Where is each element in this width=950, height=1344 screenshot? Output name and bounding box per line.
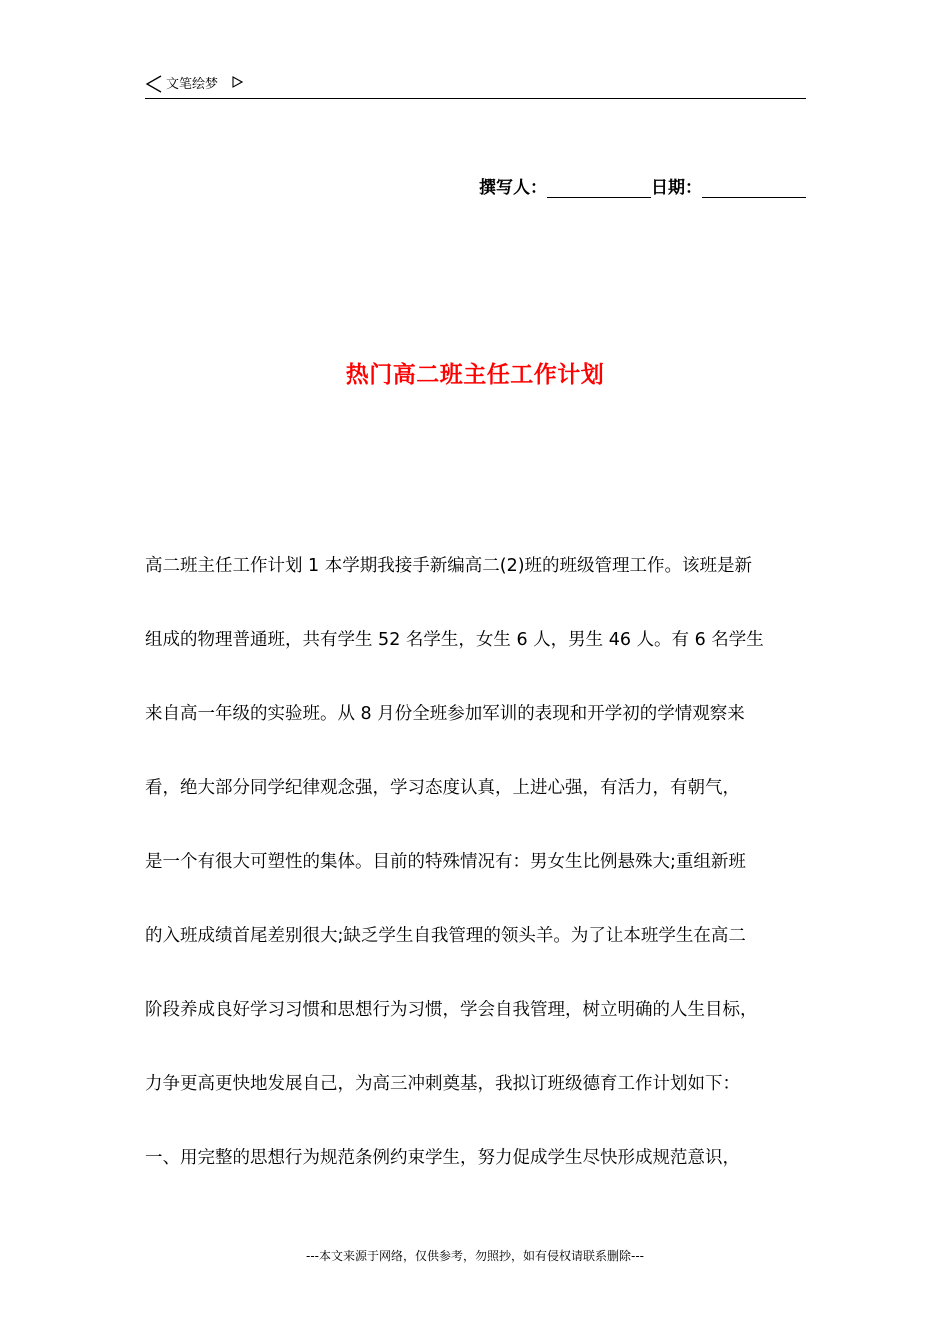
page-header xyxy=(145,74,806,99)
body-line: 组成的物理普通班，共有学生 52 名学生，女生 6 人，男生 46 人。有 6 名学生 xyxy=(145,630,764,650)
body-line: 一、用完整的思想行为规范条例约束学生，努力促成学生尽快形成规范意识， xyxy=(145,1148,740,1168)
left-triangle-icon xyxy=(145,75,163,93)
body-text xyxy=(145,552,825,1218)
right-triangle-icon xyxy=(232,76,243,88)
author-label: 撰写人： xyxy=(479,178,547,198)
body-line: 高二班主任工作计划 1 本学期我接手新编高二(2)班的班级管理工作。该班是新 xyxy=(145,556,753,576)
body-line: 的入班成绩首尾差别很大;缺乏学生自我管理的领头羊。为了让本班学生在高二 xyxy=(145,926,746,946)
date-blank xyxy=(702,177,806,198)
body-line: 力争更高更快地发展自己，为高三冲刺奠基，我拟订班级德育工作计划如下： xyxy=(145,1074,740,1094)
body-line: 是一个有很大可塑性的集体。目前的特殊情况有：男女生比例悬殊大;重组新班 xyxy=(145,852,746,872)
header-text: 文笔绘梦 xyxy=(166,77,219,92)
body-line: 看，绝大部分同学纪律观念强，学习态度认真，上进心强，有活力，有朝气， xyxy=(145,778,740,798)
date-label: 日期： xyxy=(651,178,702,198)
author-blank xyxy=(547,177,651,198)
document-title: 热门高二班主任工作计划 xyxy=(345,362,605,388)
signature-row xyxy=(479,176,806,200)
body-line: 阶段养成良好学习习惯和思想行为习惯，学会自我管理，树立明确的人生目标， xyxy=(145,1000,758,1020)
body-line: 来自高一年级的实验班。从 8 月份全班参加军训的表现和开学初的学情观察来 xyxy=(145,704,745,724)
page-footer: ---本文来源于网络，仅供参考，勿照抄，如有侵权请联系删除--- xyxy=(306,1249,644,1263)
